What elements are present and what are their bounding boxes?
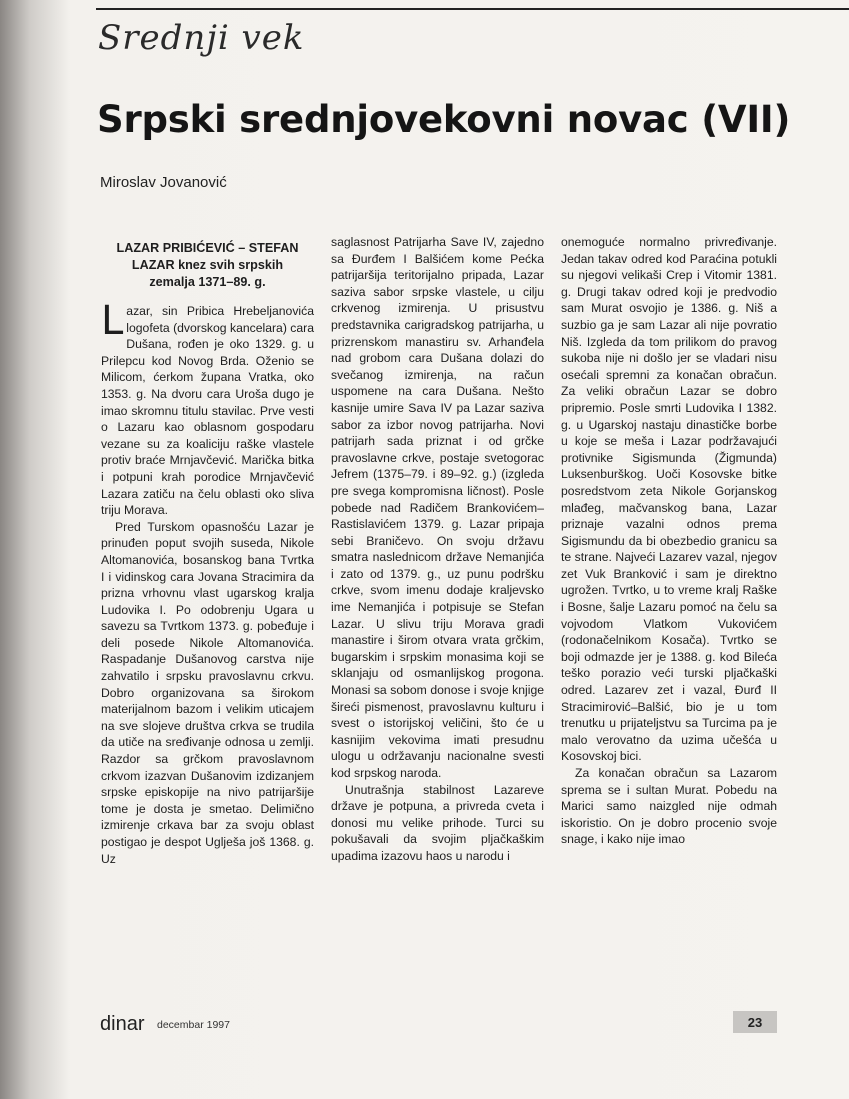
issue-date: decembar 1997 [157,1019,230,1031]
subhead-line-3: zemalja 1371–89. g. [149,275,266,289]
article-headline: Srpski srednjovekovni novac (VII) [97,98,791,141]
author-name: Miroslav Jovanović [100,174,227,191]
paragraph-text: azar, sin Pribica Hrebeljanovića logofeta (dvorskog kancelara) cara Dušana, rođen je oko 1329. g. u Prilepcu kod Novog Brda. Oženio se Milicom, ćerkom župana Vratka, oko 1353. g. Na dvoru cara Uroša dugo je imao skromnu titulu stavilac. Prve vesti o Lazaru kao oblasnom gospodaru vezane su za koaliciju raške vlastele protiv braće Mrnjavčević. Marička bitka i potpuni krah porodice Mrnjavčević Lazara zatiču na čelu oblasti oko sliva triju Morava. [101,304,314,518]
column-1 [101,240,314,867]
subhead-line-2: LAZAR knez svih srpskih [131,258,284,272]
paragraph: Unutrašnja stabilnost Lazareve države je potpuna, a privreda cveta i donosi mu velike prihode. Turci su pokušavali da svojim pljačkaškim upadima izazovu haos u narodu i [331,782,544,863]
drop-cap: L [101,298,124,344]
subhead-line-1: LAZAR PRIBIĆEVIĆ – STEFAN [116,241,299,255]
paragraph: saglasnost Patrijarha Save IV, zajedno sa Đurđem I Balšićem kome Pećka patrijaršija teritorijalno pripada, Lazar saziva sabor srpske vlastele, u cilju crkvenog izmirenja. U prisustvu predstavnika carigradskog patrijarha, u prizrenskom manastiru sv. Arhanđela nad grobom cara Dušana dolazi do svečanog izmirenja, na račun uspomene na cara Dušana. Nešto kasnije umire Sava IV pa Lazar saziva sabor za izbor novog patrijarha. Novi patrijarh sada priznat i od grčke pravoslavne crkve, postaje svetogorac Jefrem (1375–79. i 89–92. g.) (izgleda pre svega kompromisna ličnost). Posle pobede nad Radičem Brankovićem–Rastislavićem 1379. g. Lazar pripaja sebi Braničevo. On svoju državu smatra naslednicom države Nemanjića i zato od 1379. g., uz punu podršku crkve, svom imenu dodaje kraljevsko ime Nemanjića i potpisuje se Stefan Lazar. U slivu triju Morava gradi manastire i širom otvara vrata grčkim, bugarskim i srpskim monasima koji se sklanjaju od osmanlijskog progona. Monasi sa sobom donose i svoje knjige šireći pismenost, pravoslavnu kulturu i svest o istorijskoj veličini, što će u kasnijim vekovima imati presudnu ulogu u održavanju nacionalne svesti kod srpskog naroda. [331,235,544,780]
magazine-logo: dinar [100,1013,145,1035]
column-2 [331,234,544,865]
column-3 [561,234,777,848]
page-number [733,1011,777,1033]
top-rule [96,8,849,10]
subhead [101,240,314,291]
paragraph [101,298,314,519]
paragraph: Pred Turskom opasnošću Lazar je prinuđen poput svojih suseda, Nikole Altomanovića, bosanskog bana Tvrtka I i vidinskog cara Jovana Stracimira da prizna vrhovnu vlast ugarskog kralja Ludovika I. Po odobrenju Ugara u savezu sa Tvrtkom 1373. g. pobeđuje i deli posede Nikole Altomanovića. Raspadanje Dušanovog carstva nije zahvatilo i srpsku pravoslavnu crkvu. Dobro organizovana sa širokom materijalnom bazom i velikim uticajem na sve slojeve društva crkva se trudila da utiče na sređivanje odnosa u zemlji. Razdor sa grčkom pravoslavnom crkvom izazvan Dušanovim izdizanjem srpske episkopije na nivo patrijaršije tome je dosta je smetao. Delimično izmirenje crkava bar za svoju oblast postigao je despot Uglješa još 1368. g. Uz [101,519,314,866]
page-number-text: 23 [747,1014,763,1030]
paragraph: Za konačan obračun sa Lazarom sprema se i sultan Murat. Pobedu na Marici samo naizgled nije odmah iskoristio. On je dobro procenio svoje snage, i kako nije imao [561,766,777,847]
section-title: Srednji vek [98,18,305,58]
paragraph: onemoguće normalno privređivanje. Jedan takav odred kod Paraćina potukli su njegovi velikaši Crep i Vitomir 1381. g. Drugi takav odred koji je predvodio sam Murat osvojio je 1386. g. Niš a suzbio ga je sam Lazar ali nije povratio Niš. Izgleda da tom prilikom do pravog sukoba nije ni došlo jer se vladari nisu osećali spremni za konačan obračun. Za veliki obračun Lazar se dobro pripremio. Posle smrti Ludovika I 1382. g. u Ugarskoj nastaju dinastičke borbe u koje se meša i Lazar podržavajući protivnike Sigismunda (Žigmunda) Luksenburškog. Uoči Kosovske bitke posredstvom zeta Nikole Gorjanskog mlađeg, mačvanskog bana, Lazar priznaje vazalni odnos prema Sigismundu da bi obezbedio granicu sa te strane. Najveći Lazarev vazal, njegov zet Vuk Branković i sam je direktno ugrožen. Tvrtko, u to vreme kralj Raške i Bosne, šalje Lazaru pomoć na čelu sa vojvodom Vlatkom Vukovićem (rodonačelnikom Kosača). Tvrtko se boji odmazde jer je 1388. g. kod Bileća teško porazio veći turski pljačkaški odred. Lazarev zet i vazal, Đurđ II Stracimirović–Balšić, bio je u tom trenutku u prijateljstvu sa Turcima pa je malo verovatno da uzima učešća u Kosovskoj bici. [561,235,777,764]
